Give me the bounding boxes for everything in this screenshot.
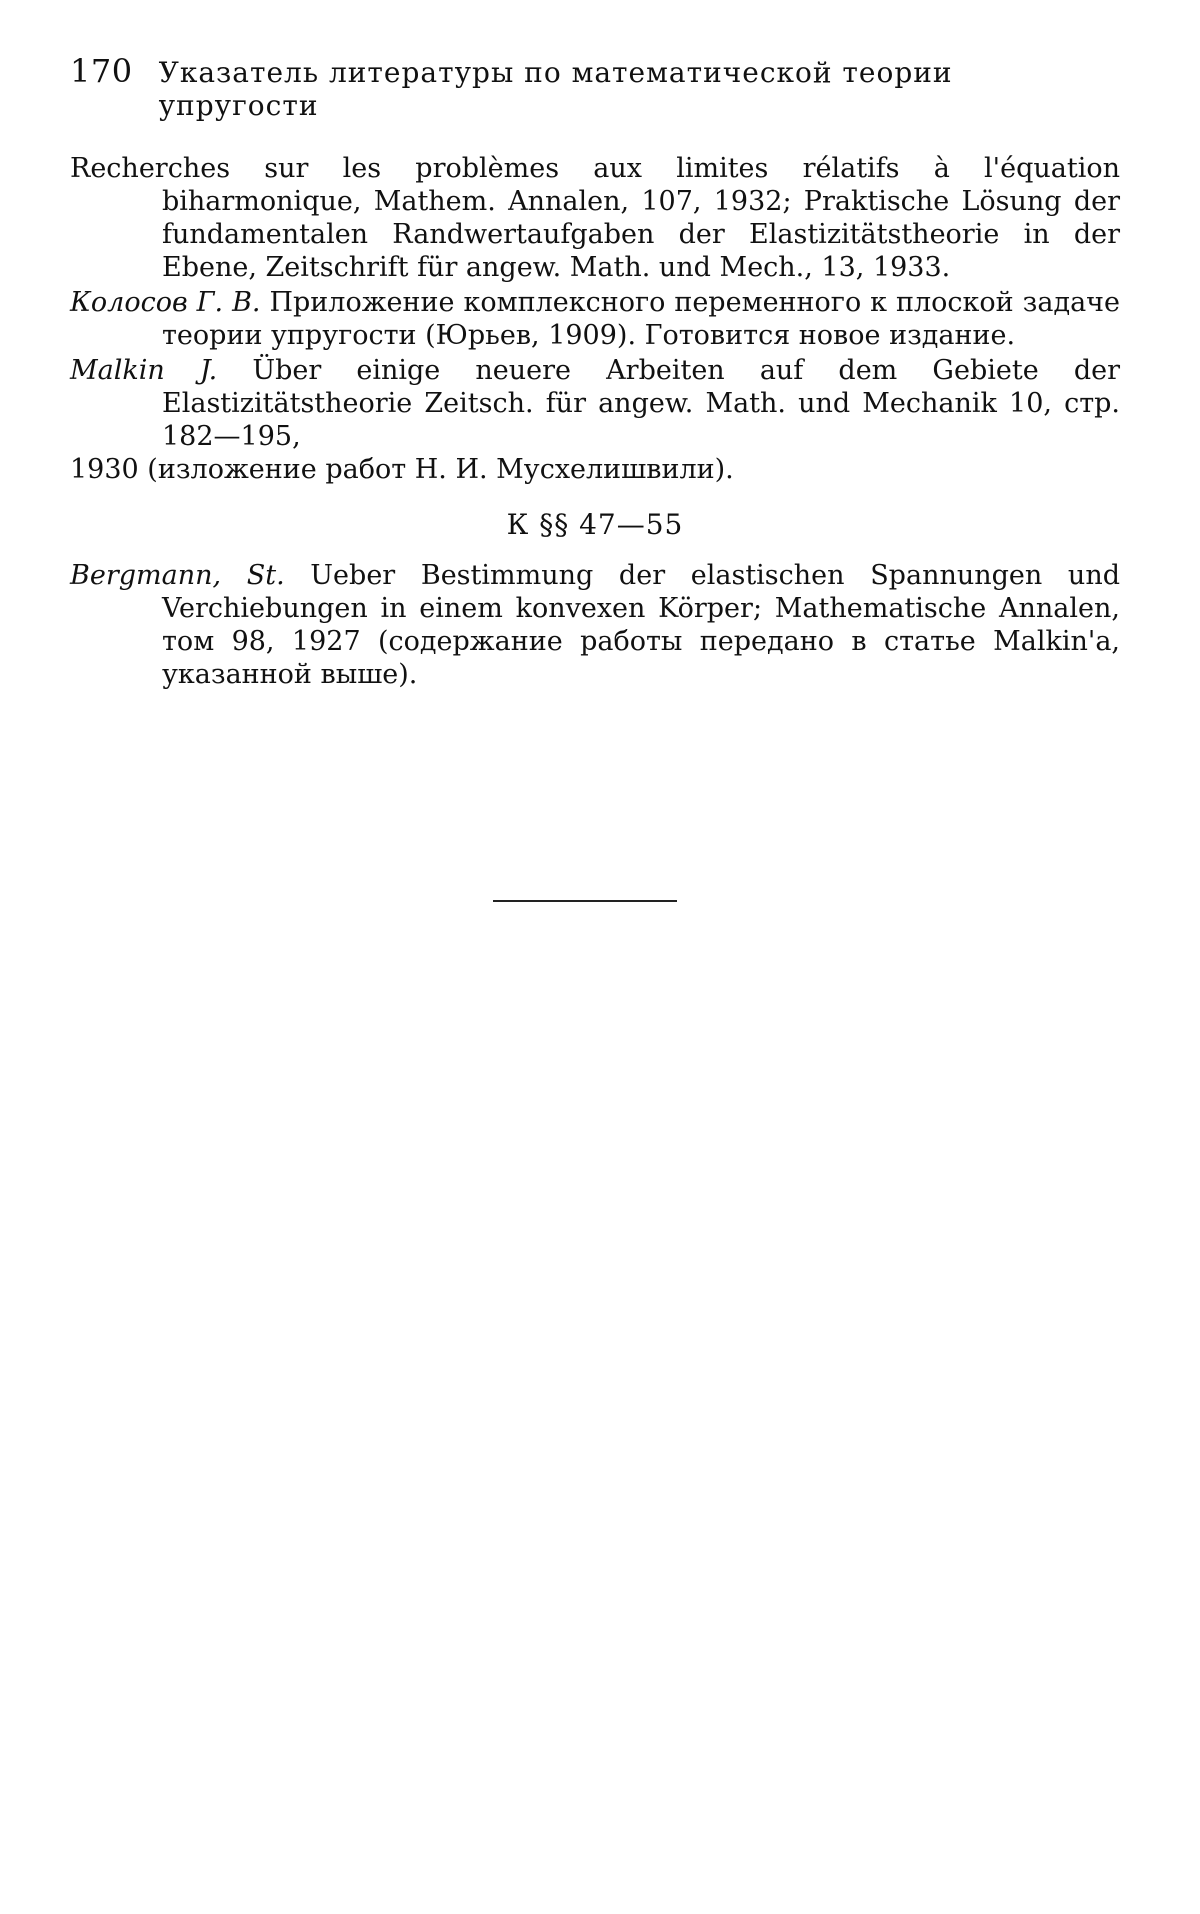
entry-author: Malkin J. <box>70 355 218 386</box>
bibliography-entry <box>70 559 1120 691</box>
running-head <box>70 52 1120 122</box>
bibliography-entry <box>70 354 1120 453</box>
bibliography-entry-continuation <box>70 453 1120 486</box>
section-heading: К §§ 47—55 <box>506 508 684 541</box>
entry-text: Über einige neuere Arbeiten auf dem Gebiete der Elastizitätstheorie Zeitsch. für angew. Math. und Mechanik 10, стр. 182—195, <box>162 355 1120 452</box>
end-of-section-rule <box>493 900 677 902</box>
page-number: 170 <box>70 52 133 90</box>
entry-author: Bergmann, St. <box>70 560 285 591</box>
bibliography-entry <box>70 152 1120 284</box>
entry-text: Ueber Bestimmung der elastischen Spannungen und Verchiebungen in einem konvexen Körper; Mathematische Annalen, том 98, 1927 (содержание работы передано в статье Malkin'a, указанной выше). <box>162 560 1120 690</box>
entry-text: 1930 (изложение работ Н. И. Мусхелишвили). <box>70 454 734 485</box>
entry-text: Recherches sur les problèmes aux limites rélatifs à l'équation biharmonique, Mathem. Annalen, 107, 1932; Praktische Lösung der fundamentalen Randwertaufgaben der Elastizitätstheorie in der Ebene, Zeitschrift für angew. Math. und Mech., 13, 1933. <box>70 153 1120 283</box>
page <box>70 52 1120 693</box>
bibliography-entry <box>70 286 1120 352</box>
running-title: Указатель литературы по математической теории упругости <box>158 56 953 122</box>
entry-text: Приложение комплексного переменного к плоской задаче теории упругости (Юрьев, 1909). Готовится новое издание. <box>162 287 1120 351</box>
entry-author: Колосов Г. В. <box>70 287 261 318</box>
